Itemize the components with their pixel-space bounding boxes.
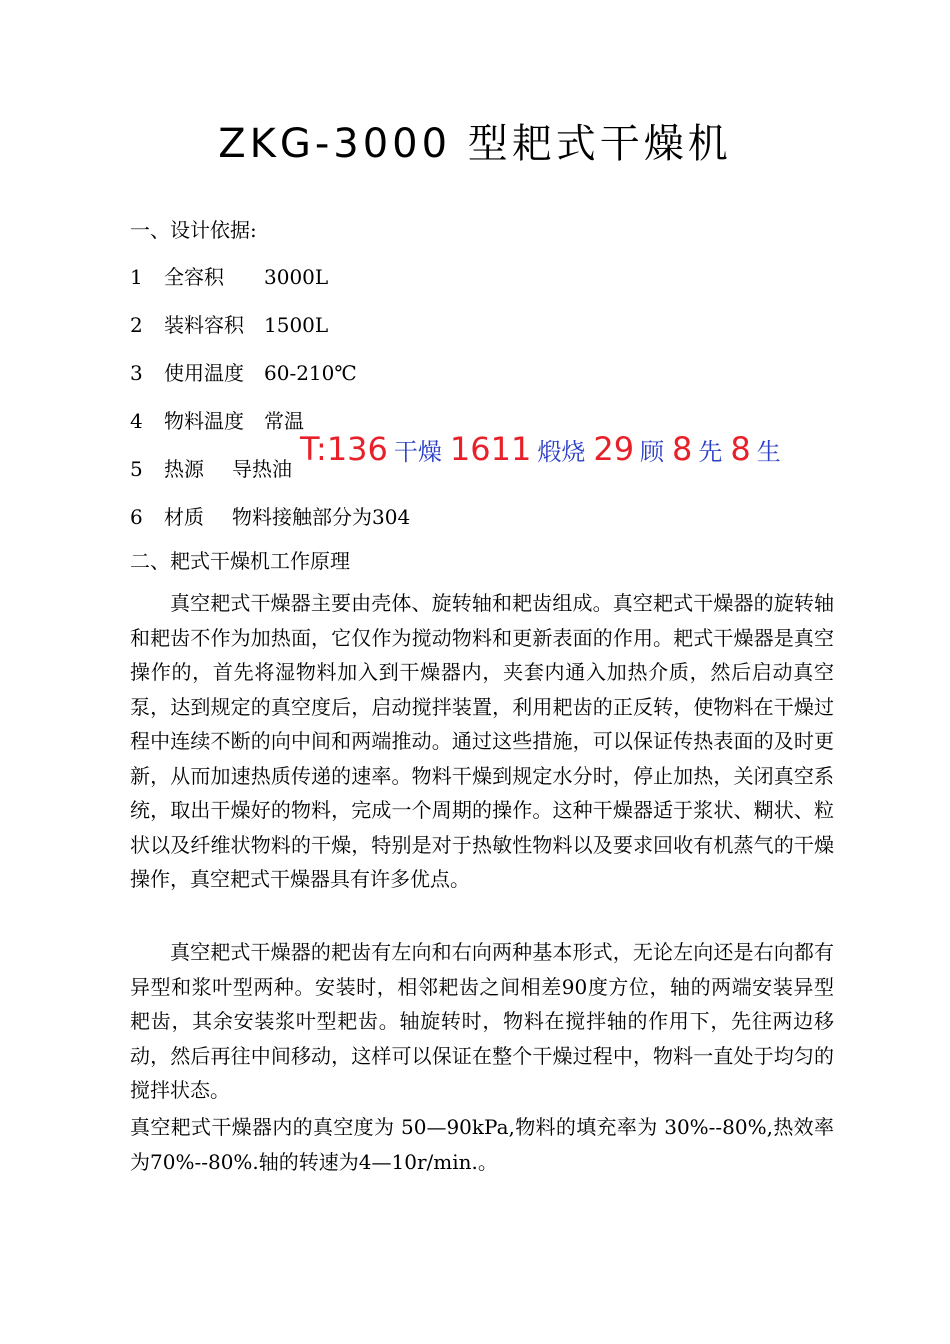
spec-number: 2 <box>130 313 143 337</box>
spec-row <box>130 407 304 435</box>
spec-value: 导热油 <box>232 457 292 481</box>
spec-value: 3000L <box>264 265 329 289</box>
spec-label: 材质 <box>164 505 204 529</box>
body-paragraph: 真空耙式干燥器的耙齿有左向和右向两种基本形式，无论左向还是右向都有异型和浆叶型两种。安装时，相邻耙齿之间相差90度方位，轴的两端安装异型耙齿，其余安装浆叶型耙齿。轴旋转时，物料在搅拌轴的作用下，先往两边移动，然后再往中间移动，这样可以保证在整个干燥过程中，物料一直处于均匀的搅拌状态。 <box>130 940 834 1102</box>
spec-row <box>130 359 357 387</box>
spec-label: 装料容积 <box>164 313 244 337</box>
spec-value: 1500L <box>264 313 329 337</box>
spec-label: 热源 <box>164 457 204 481</box>
spec-value: 常温 <box>264 409 304 433</box>
contact-overlay <box>300 430 789 480</box>
overlay-phone-prefix: T:136 <box>300 430 388 468</box>
overlay-word: 先 <box>698 438 723 466</box>
overlay-number: 8 <box>672 430 693 468</box>
spec-number: 6 <box>130 505 143 529</box>
spec-number: 1 <box>130 265 143 289</box>
body-paragraph: 真空耙式干燥器主要由壳体、旋转轴和耙齿组成。真空耙式干燥器的旋转轴和耙齿不作为加热面，它仅作为搅动物料和更新表面的作用。耙式干燥器是真空操作的，首先将湿物料加入到干燥器内，夹套内通入加热介质，然后启动真空泵，达到规定的真空度后，启动搅拌装置，利用耙齿的正反转，使物料在干燥过程中连续不断的向中间和两端推动。通过这些措施，可以保证传热表面的及时更新，从而加速热质传递的速率。物料干燥到规定水分时，停止加热，关闭真空系统，取出干燥好的物料，完成一个周期的操作。这种干燥器适于浆状、糊状、粒状以及纤维状物料的干燥，特别是对于热敏性物料以及要求回收有机蒸气的干燥操作，真空耙式干燥器具有许多优点。 <box>130 591 834 891</box>
body-paragraph: 真空耙式干燥器内的真空度为 50—90kPa,物料的填充率为 30%--80%,热效率为70%--80%.轴的转速为4—10r/min.。 <box>130 1115 834 1174</box>
document-title: ZKG-3000 型耙式干燥机 <box>218 121 732 167</box>
overlay-number: 29 <box>593 430 635 468</box>
spec-row <box>130 455 292 483</box>
overlay-word: 生 <box>756 438 781 466</box>
spec-number: 4 <box>130 409 143 433</box>
spec-number: 3 <box>130 361 143 385</box>
overlay-number: 8 <box>730 430 751 468</box>
spec-value: 60-210℃ <box>264 361 357 385</box>
spec-label: 物料温度 <box>164 409 244 433</box>
section2-heading: 二、耙式干燥机工作原理 <box>130 549 350 573</box>
spec-row <box>130 503 410 531</box>
spec-number: 5 <box>130 457 143 481</box>
overlay-word: 煅烧 <box>537 438 586 466</box>
overlay-word: 顾 <box>640 438 665 466</box>
spec-row <box>130 263 328 291</box>
spec-label: 全容积 <box>164 265 224 289</box>
spec-label: 使用温度 <box>164 361 244 385</box>
section1-heading: 一、设计依据: <box>130 218 257 242</box>
overlay-number: 1611 <box>449 430 532 468</box>
spec-value: 物料接触部分为304 <box>232 505 411 529</box>
spec-row <box>130 311 328 339</box>
overlay-word: 干燥 <box>393 438 442 466</box>
